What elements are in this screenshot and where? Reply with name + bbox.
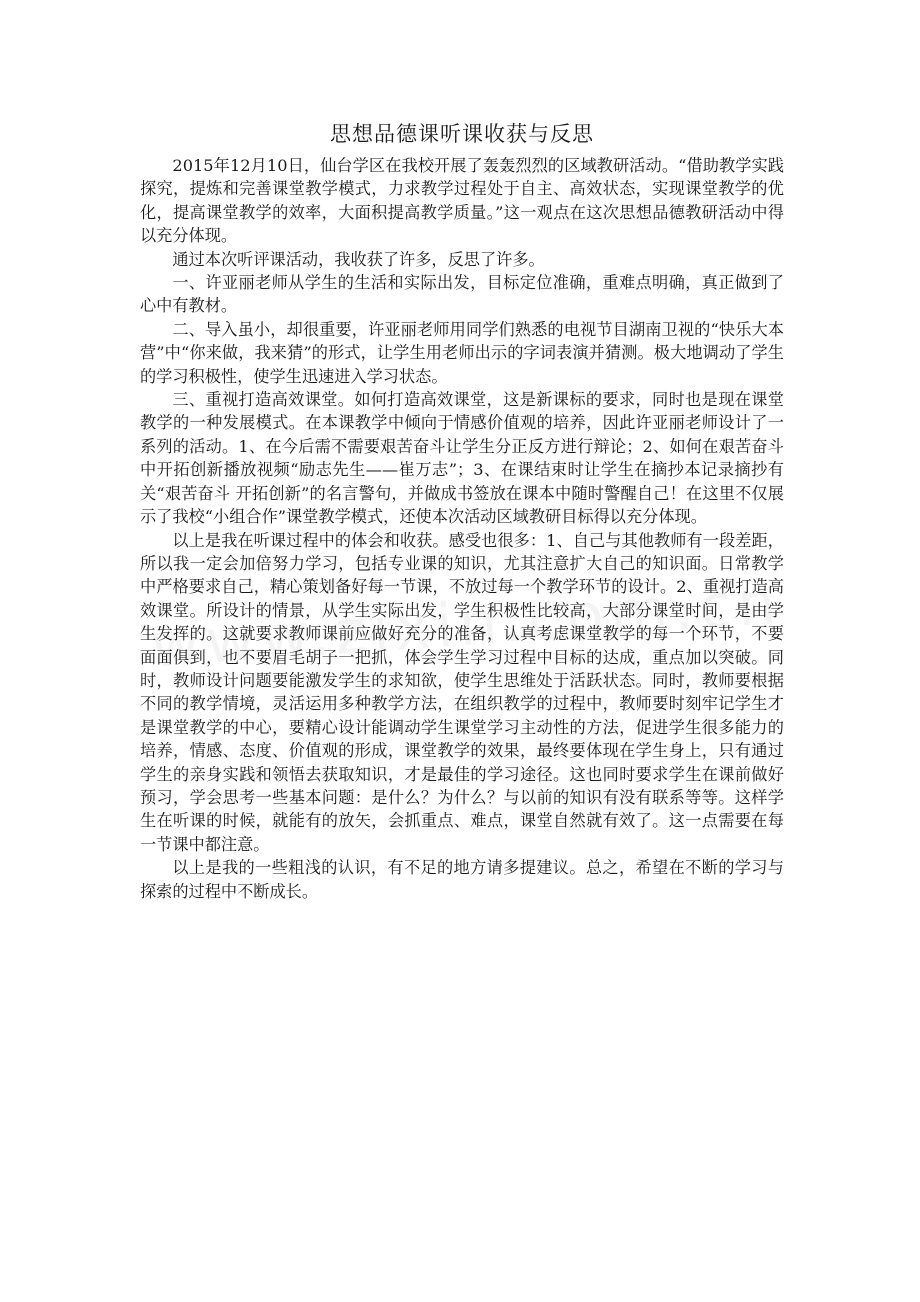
paragraph-reflection: 以上是我在听课过程中的体会和收获。感受也很多：1、自己与其他教师有一段差距，所以我一定会加倍努力学习，包括专业课的知识，尤其注意扩大自己的知识面。日常教学中严格要求自己，精心策划备好每一节课，不放过每一个教学环节的设计。2、重视打造高效课堂。所设计的情景，从学生实际出发，学生积极性比较高，大部分课堂时间，是由学生发挥的。这就要求教师课前应做好充分的准备，认真考虑课堂教学的每一个环节，不要面面俱到，也不要眉毛胡子一把抓，体会学生学习过程中目标的达成，重点加以突破。同时，教师设计问题要能激发学生的求知欲，使学生思维处于活跃状态。同时，教师要根据不同的教学情境，灵活运用多种教学方法，在组织教学的过程中，教师要时刻牢记学生才是课堂教学的中心，要精心设计能调动学生课堂学习主动性的方法，促进学生很多能力的培养，情感、态度、价值观的形成，课堂教学的效果，最终要体现在学生身上，只有通过学生的亲身实践和领悟去获取知识，才是最佳的学习途径。这也同时要求学生在课前做好预习，学会思考一些基本问题：是什么？为什么？与以前的知识有没有联系等等。这样学生在听课的时候，就能有的放矢，会抓重点、难点，课堂自然就有效了。这一点需要在每一节课中都注意。 <box>140 530 784 854</box>
paragraph-summary: 通过本次听评课活动，我收获了许多，反思了许多。 <box>172 249 545 269</box>
paragraph-conclusion: 以上是我的一些粗浅的认识，有不足的地方请多提建议。总之，希望在不断的学习与探索的过程中不断成长。 <box>140 858 784 901</box>
paragraph-intro: 2015年12月10日，仙台学区在我校开展了轰轰烈烈的区域教研活动。“借助教学实践探究，提炼和完善课堂教学模式，力求教学过程处于自主、高效状态，实现课堂教学的优化，提高课堂教学的效率，大面积提高教学质量。”这一观点在这次思想品德教研活动中得以充分体现。 <box>140 156 784 246</box>
paragraph-point-2: 二、导入虽小，却很重要，许亚丽老师用同学们熟悉的电视节目湖南卫视的“快乐大本营”中“你来做，我来猜”的形式，让学生用老师出示的字词表演并猜测。极大地调动了学生的学习积极性，使学生迅速进入学习状态。 <box>140 319 784 386</box>
document-page <box>140 118 784 903</box>
paragraph-point-1: 一、许亚丽老师从学生的生活和实际出发，目标定位准确，重难点明确，真正做到了心中有教材。 <box>140 273 784 316</box>
paragraph-point-3: 三、重视打造高效课堂。如何打造高效课堂，这是新课标的要求，同时也是现在课堂教学的一种发展模式。在本课教学中倾向于情感价值观的培养，因此许亚丽老师设计了一系列的活动。1、在今后需不需要艰苦奋斗让学生分正反方进行辩论；2、如何在艰苦奋斗中开拓创新播放视频“励志先生——崔万志”；3、在课结束时让学生在摘抄本记录摘抄有关“艰苦奋斗 开拓创新”的名言警句，并做成书签放在课本中随时警醒自己！在这里不仅展示了我校“小组合作”课堂教学模式，还使本次活动区域教研目标得以充分体现。 <box>140 390 784 527</box>
document-title: 思想品德课听课收获与反思 <box>330 122 594 146</box>
